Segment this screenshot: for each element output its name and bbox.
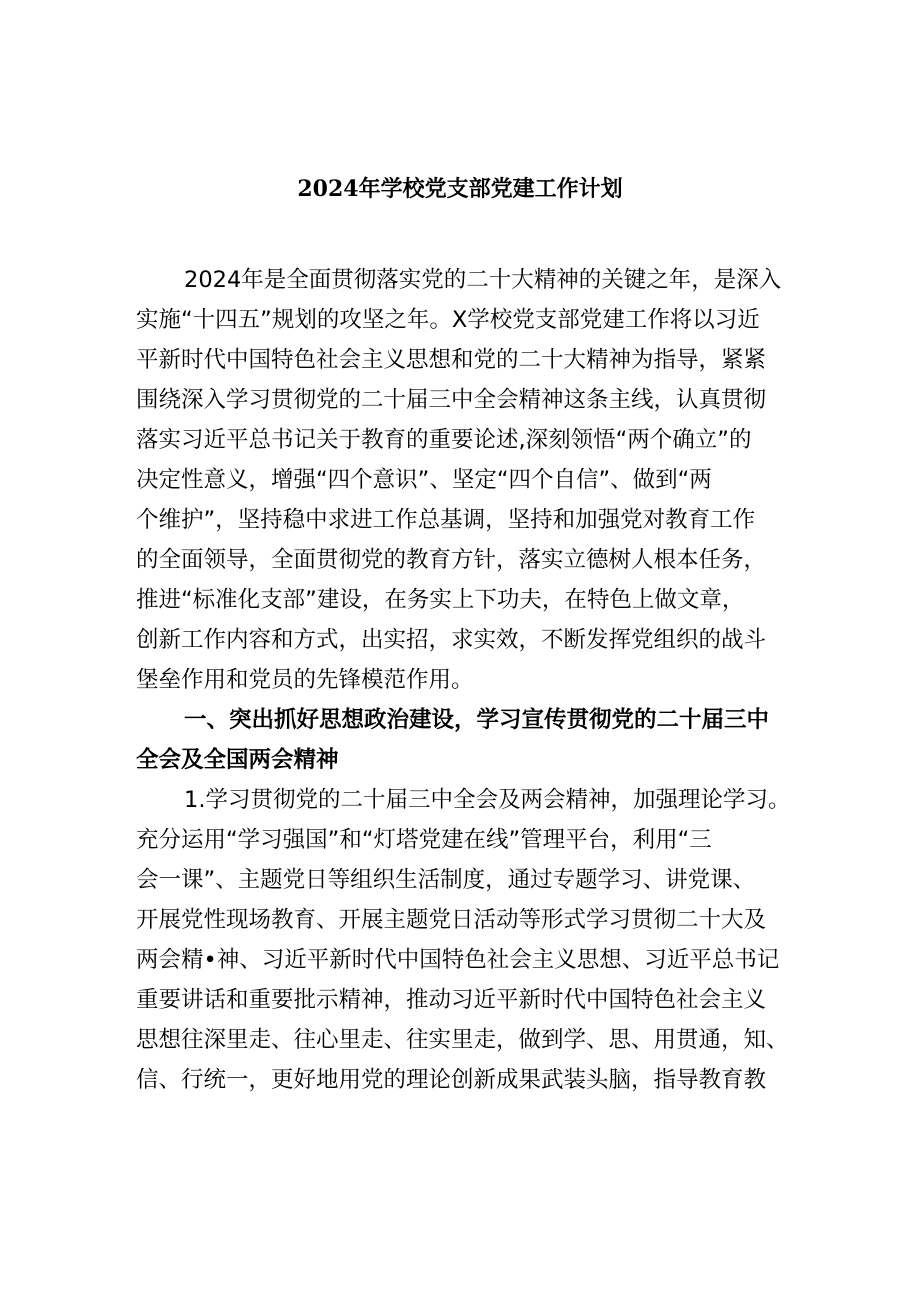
paragraph-line: 围绕深入学习贯彻党的二十届三中全会精神这条主线，认真贯彻 [136,387,767,413]
paragraph-line: 实施“十四五”规划的攻坚之年。X学校党支部党建工作将以习近 [136,307,760,333]
paragraph-line: 2024年是全面贯彻落实党的二十大精神的关键之年，是深入 [184,267,782,293]
paragraph-line: 推进“标准化支部”建设，在务实上下功夫，在特色上做文章， [136,587,745,613]
paragraph-line: 开展党性现场教育、开展主题党日活动等形式学习贯彻二十大及 [136,907,767,933]
paragraph-line: 个维护”，坚持稳中求进工作总基调，坚持和加强党对教育工作 [136,507,756,533]
section-heading-line: 一、突出抓好思想政治建设，学习宣传贯彻党的二十届三中 [184,707,770,733]
paragraph-line: 1.学习贯彻党的二十届三中全会及两会精神，加强理论学习。 [184,787,791,813]
paragraph-line: 充分运用“学习强国”和“灯塔党建在线”管理平台，利用“三 [136,827,712,853]
paragraph-line: 平新时代中国特色社会主义思想和党的二十大精神为指导，紧紧 [136,347,767,373]
document-title: 2024年学校党支部党建工作计划 [297,176,623,202]
paragraph-line: 会一课”、主题党日等组织生活制度，通过专题学习、讲党课、 [136,867,756,893]
section-heading-line: 全会及全国两会精神 [136,747,339,773]
paragraph-line: 决定性意义，增强“四个意识”、坚定“四个自信”、做到“两 [136,467,712,493]
paragraph-line: 思想往深里走、往心里走、往实里走，做到学、思、用贯通，知、 [136,1027,789,1053]
paragraph-line: 落实习近平总书记关于教育的重要论述,深刻领悟“两个确立”的 [136,427,752,453]
paragraph-line: 重要讲话和重要批示精神，推动习近平新时代中国特色社会主义 [136,987,767,1013]
paragraph-line: 堡垒作用和党员的先锋模范作用。 [136,667,474,693]
paragraph-line: 信、行统一，更好地用党的理论创新成果武装头脑，指导教育教 [136,1067,767,1093]
paragraph-line: 的全面领导，全面贯彻党的教育方针，落实立德树人根本任务， [136,547,767,573]
paragraph-line: 两会精•神、习近平新时代中国特色社会主义思想、习近平总书记 [136,947,780,973]
paragraph-line: 创新工作内容和方式，出实招，求实效，不断发挥党组织的战斗 [136,627,767,653]
